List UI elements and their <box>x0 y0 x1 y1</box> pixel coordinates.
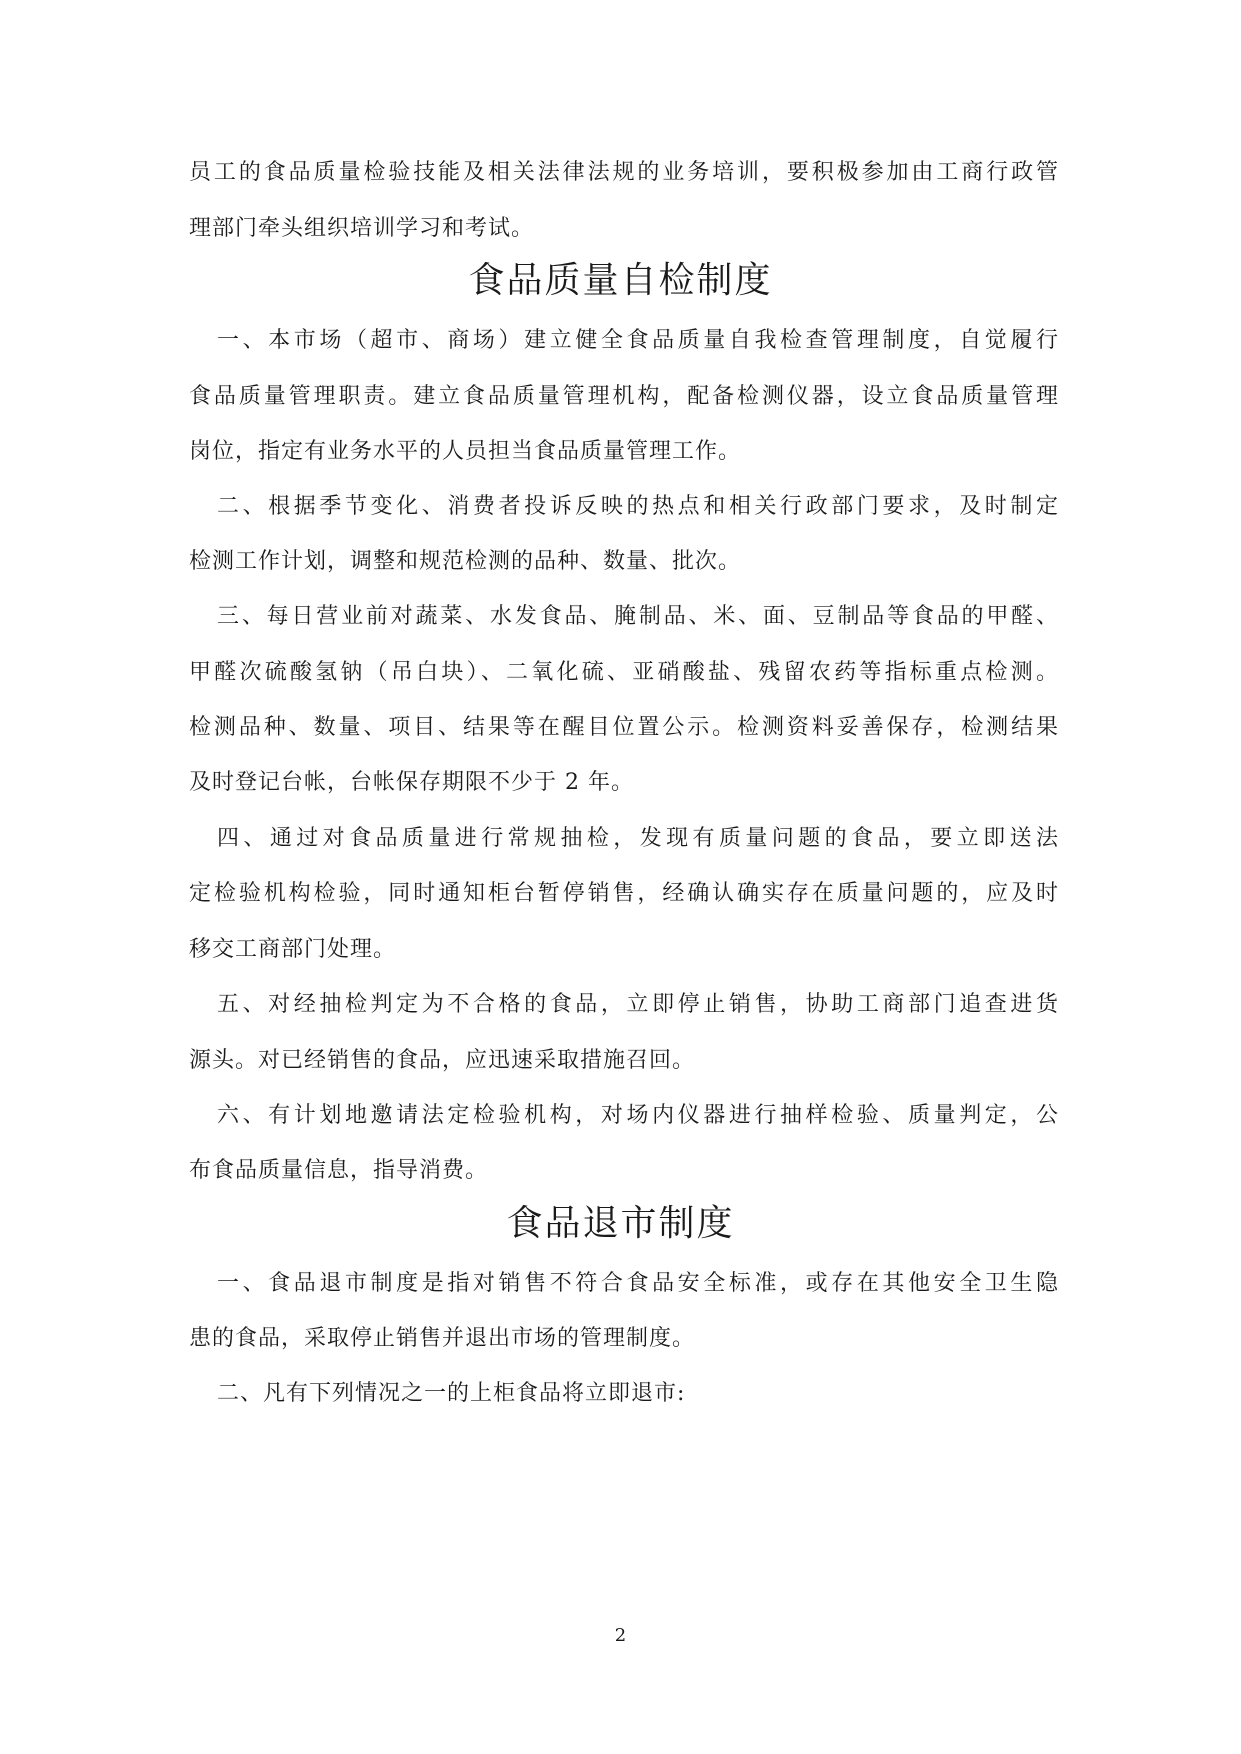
paragraph-line: 一、本市场（超市、商场）建立健全食品质量自我检查管理制度，自觉履行 <box>217 328 1059 353</box>
paragraph-line: 四、通过对食品质量进行常规抽检，发现有质量问题的食品，要立即送法 <box>217 826 1059 851</box>
paragraph-line: 食品质量管理职责。建立食品质量管理机构，配备检测仪器，设立食品质量管理 <box>189 384 1059 409</box>
paragraph-line: 六、有计划地邀请法定检验机构，对场内仪器进行抽样检验、质量判定，公 <box>217 1103 1059 1128</box>
paragraph-line: 理部门牵头组织培训学习和考试。 <box>189 216 535 241</box>
paragraph-line: 定检验机构检验，同时通知柜台暂停销售，经确认确实存在质量问题的，应及时 <box>189 881 1059 906</box>
page-number: 2 <box>614 1625 627 1646</box>
paragraph-line: 源头。对已经销售的食品，应迅速采取措施召回。 <box>189 1048 696 1073</box>
paragraph-line: 二、凡有下列情况之一的上柜食品将立即退市: <box>217 1381 686 1406</box>
paragraph-line: 移交工商部门处理。 <box>189 937 397 962</box>
paragraph-line: 及时登记台帐，台帐保存期限不少于 2 年。 <box>189 770 634 795</box>
paragraph-line: 三、每日营业前对蔬菜、水发食品、腌制品、米、面、豆制品等食品的甲醛、 <box>217 604 1059 629</box>
paragraph-line: 检测工作计划，调整和规范检测的品种、数量、批次。 <box>189 549 742 574</box>
paragraph-line: 员工的食品质量检验技能及相关法律法规的业务培训，要积极参加由工商行政管 <box>189 160 1059 185</box>
paragraph-line: 一、食品退市制度是指对销售不符合食品安全标准，或存在其他安全卫生隐 <box>217 1271 1059 1296</box>
paragraph-line: 二、根据季节变化、消费者投诉反映的热点和相关行政部门要求，及时制定 <box>217 494 1059 519</box>
paragraph-line: 患的食品，采取停止销售并退出市场的管理制度。 <box>189 1326 696 1351</box>
paragraph-line: 岗位，指定有业务水平的人员担当食品质量管理工作。 <box>189 439 742 464</box>
paragraph-line: 检测品种、数量、项目、结果等在醒目位置公示。检测资料妥善保存，检测结果 <box>189 715 1059 740</box>
section-title: 食品退市制度 <box>506 1203 735 1244</box>
paragraph-line: 布食品质量信息，指导消费。 <box>189 1158 489 1183</box>
section-title: 食品质量自检制度 <box>468 260 773 301</box>
paragraph-line: 五、对经抽检判定为不合格的食品，立即停止销售，协助工商部门追查进货 <box>217 992 1059 1017</box>
paragraph-line: 甲醛次硫酸氢钠（吊白块）、二氧化硫、亚硝酸盐、残留农药等指标重点检测。 <box>189 660 1059 685</box>
